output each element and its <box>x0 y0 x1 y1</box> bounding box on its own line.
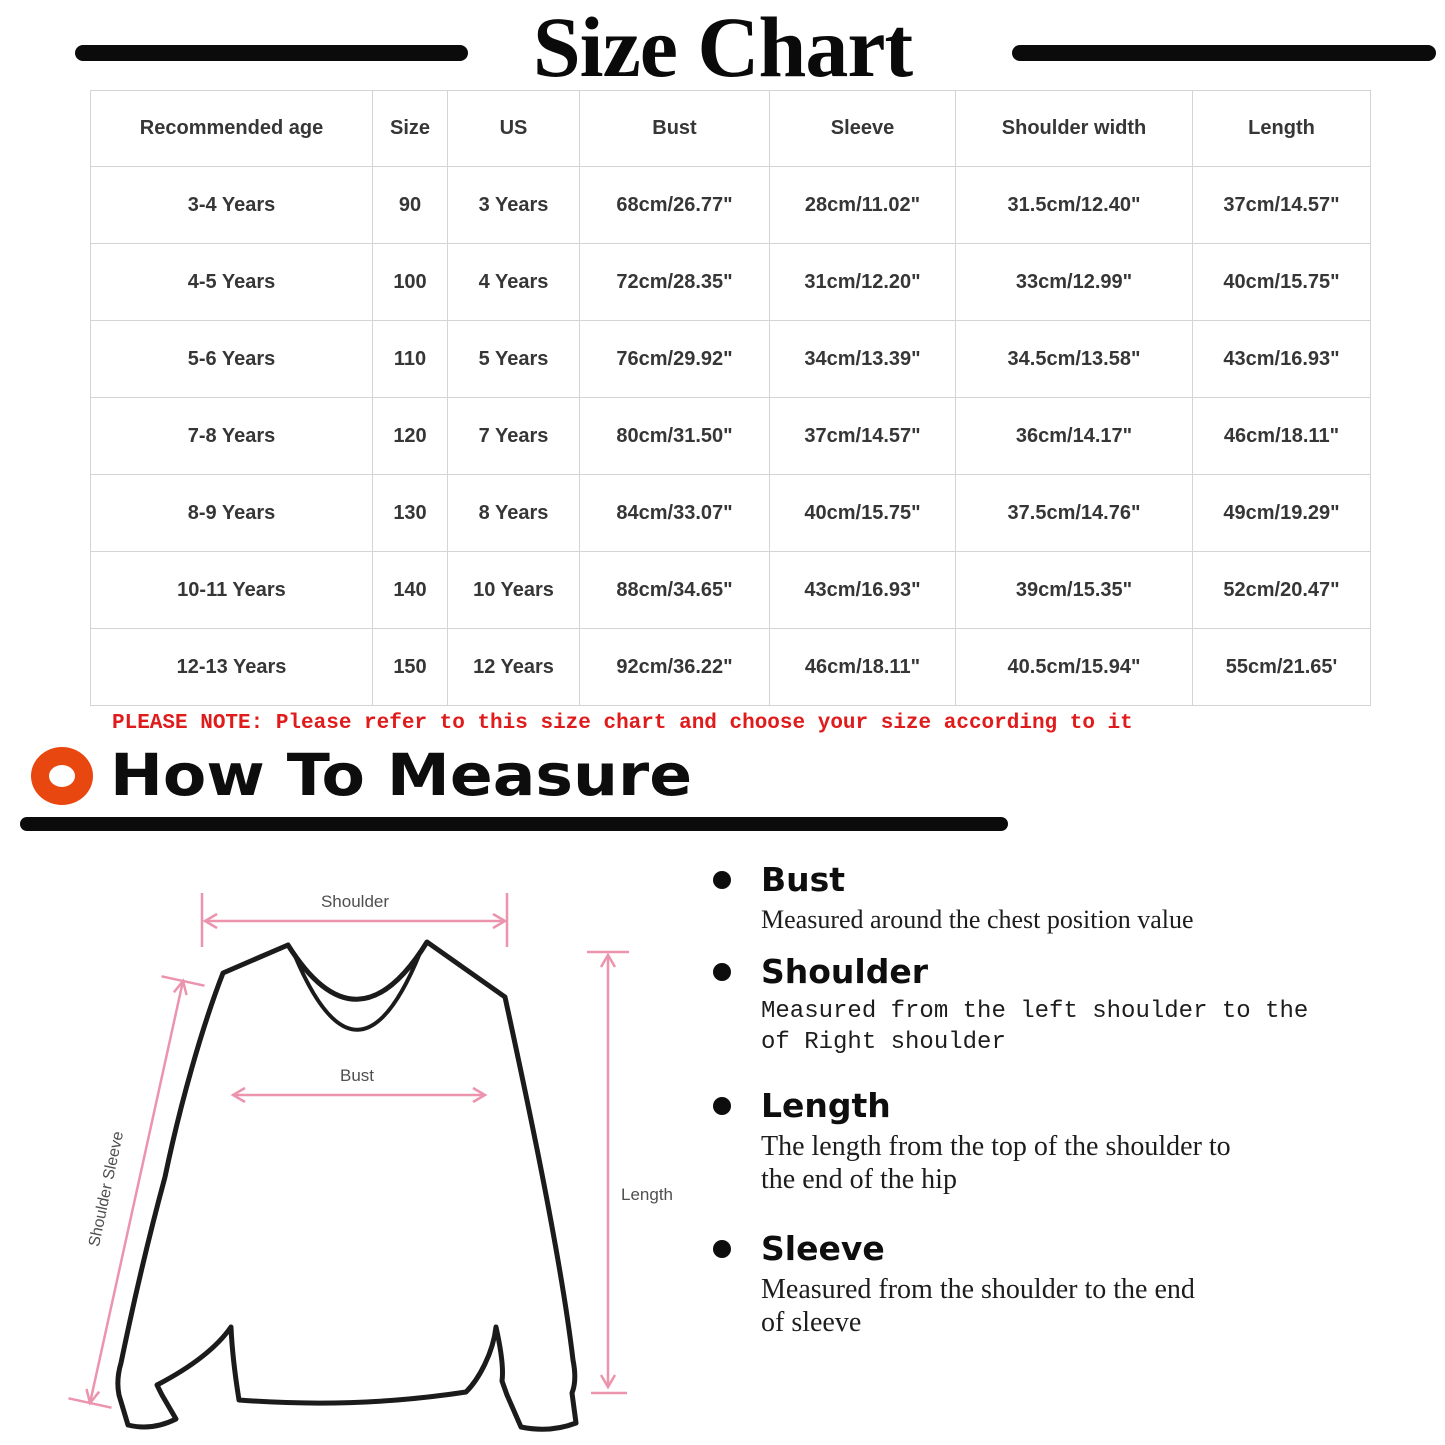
measure-section-sleeve <box>713 1229 1353 1339</box>
bullet-icon <box>713 1097 731 1115</box>
page-title: Size Chart <box>532 0 913 95</box>
table-cell: 68cm/26.77" <box>580 167 770 244</box>
measure-section-shoulder <box>713 952 1353 1058</box>
table-cell: 36cm/14.17" <box>956 398 1193 475</box>
table-row <box>91 398 1371 475</box>
table-cell: 120 <box>373 398 448 475</box>
table-cell: 40cm/15.75" <box>1193 244 1371 321</box>
table-cell: 34cm/13.39" <box>770 321 956 398</box>
table-cell: 39cm/15.35" <box>956 552 1193 629</box>
table-cell: 43cm/16.93" <box>1193 321 1371 398</box>
table-cell: 40.5cm/15.94" <box>956 629 1193 706</box>
table-cell: 46cm/18.11" <box>1193 398 1371 475</box>
section-desc-line: The length from the top of the shoulder to <box>761 1131 1231 1162</box>
table-cell: 37cm/14.57" <box>770 398 956 475</box>
section-label: Sleeve <box>761 1229 885 1268</box>
table-cell: 84cm/33.07" <box>580 475 770 552</box>
diagram-shoulder-label: Shoulder <box>320 892 390 911</box>
size-table-head <box>91 91 1371 167</box>
heading-underline-bar <box>20 817 1008 831</box>
table-row <box>91 244 1371 321</box>
table-cell: 46cm/18.11" <box>770 629 956 706</box>
table-cell: 80cm/31.50" <box>580 398 770 475</box>
table-cell: 12 Years <box>448 629 580 706</box>
table-cell: 12-13 Years <box>91 629 373 706</box>
column-header: Bust <box>580 91 770 167</box>
table-cell: 31.5cm/12.40" <box>956 167 1193 244</box>
table-cell: 34.5cm/13.58" <box>956 321 1193 398</box>
section-desc-line: Measured from the left shoulder to the <box>761 998 1309 1025</box>
ring-icon <box>31 747 93 805</box>
table-cell: 33cm/12.99" <box>956 244 1193 321</box>
table-cell: 72cm/28.35" <box>580 244 770 321</box>
table-cell: 7 Years <box>448 398 580 475</box>
table-row <box>91 475 1371 552</box>
table-cell: 92cm/36.22" <box>580 629 770 706</box>
section-label: Length <box>761 1086 891 1125</box>
table-cell: 37.5cm/14.76" <box>956 475 1193 552</box>
bullet-icon <box>713 871 731 889</box>
column-header: US <box>448 91 580 167</box>
table-cell: 140 <box>373 552 448 629</box>
table-cell: 8 Years <box>448 475 580 552</box>
table-cell: 7-8 Years <box>91 398 373 475</box>
column-header: Length <box>1193 91 1371 167</box>
table-cell: 8-9 Years <box>91 475 373 552</box>
title-rule-left <box>75 45 468 61</box>
table-cell: 88cm/34.65" <box>580 552 770 629</box>
diagram-shoulder-sleeve-label: Shoulder Sleeve <box>86 1129 128 1249</box>
section-desc-line: of Right shoulder <box>761 1029 1006 1056</box>
size-chart-table <box>90 90 1371 706</box>
size-note: PLEASE NOTE: Please refer to this size chart and choose your size according to it <box>112 712 1133 735</box>
title-rule-right <box>1012 45 1436 61</box>
table-cell: 150 <box>373 629 448 706</box>
size-table-header-row <box>91 91 1371 167</box>
table-cell: 55cm/21.65' <box>1193 629 1371 706</box>
table-row <box>91 167 1371 244</box>
table-cell: 5-6 Years <box>91 321 373 398</box>
table-cell: 3-4 Years <box>91 167 373 244</box>
table-cell: 52cm/20.47" <box>1193 552 1371 629</box>
table-cell: 43cm/16.93" <box>770 552 956 629</box>
table-row <box>91 629 1371 706</box>
measure-section-length <box>713 1086 1353 1196</box>
table-cell: 28cm/11.02" <box>770 167 956 244</box>
table-row <box>91 321 1371 398</box>
column-header: Shoulder width <box>956 91 1193 167</box>
bullet-icon <box>713 963 731 981</box>
section-desc-line: Measured around the chest position value <box>761 905 1194 934</box>
section-label: Shoulder <box>761 952 929 991</box>
table-cell: 100 <box>373 244 448 321</box>
table-cell: 3 Years <box>448 167 580 244</box>
column-header: Recommended age <box>91 91 373 167</box>
table-cell: 5 Years <box>448 321 580 398</box>
bullet-icon <box>713 1240 731 1258</box>
sweater-measure-diagram <box>55 855 715 1445</box>
table-cell: 76cm/29.92" <box>580 321 770 398</box>
table-cell: 31cm/12.20" <box>770 244 956 321</box>
size-table-body <box>91 167 1371 706</box>
table-cell: 90 <box>373 167 448 244</box>
table-row <box>91 552 1371 629</box>
measure-section-bust <box>713 860 1353 936</box>
table-cell: 37cm/14.57" <box>1193 167 1371 244</box>
diagram-bust-label: Bust <box>339 1066 375 1085</box>
table-cell: 40cm/15.75" <box>770 475 956 552</box>
sweater-outline <box>118 942 576 1429</box>
table-cell: 10 Years <box>448 552 580 629</box>
table-cell: 110 <box>373 321 448 398</box>
section-desc-line: Measured from the shoulder to the end <box>761 1274 1195 1305</box>
table-cell: 130 <box>373 475 448 552</box>
table-cell: 4 Years <box>448 244 580 321</box>
table-cell: 4-5 Years <box>91 244 373 321</box>
section-desc-line: of sleeve <box>761 1307 862 1338</box>
how-to-measure-heading: How To Measure <box>110 741 693 809</box>
section-label: Bust <box>761 860 846 899</box>
section-desc-line: the end of the hip <box>761 1164 957 1195</box>
diagram-length-label: Length <box>621 1185 673 1204</box>
table-cell: 49cm/19.29" <box>1193 475 1371 552</box>
column-header: Sleeve <box>770 91 956 167</box>
table-cell: 10-11 Years <box>91 552 373 629</box>
column-header: Size <box>373 91 448 167</box>
